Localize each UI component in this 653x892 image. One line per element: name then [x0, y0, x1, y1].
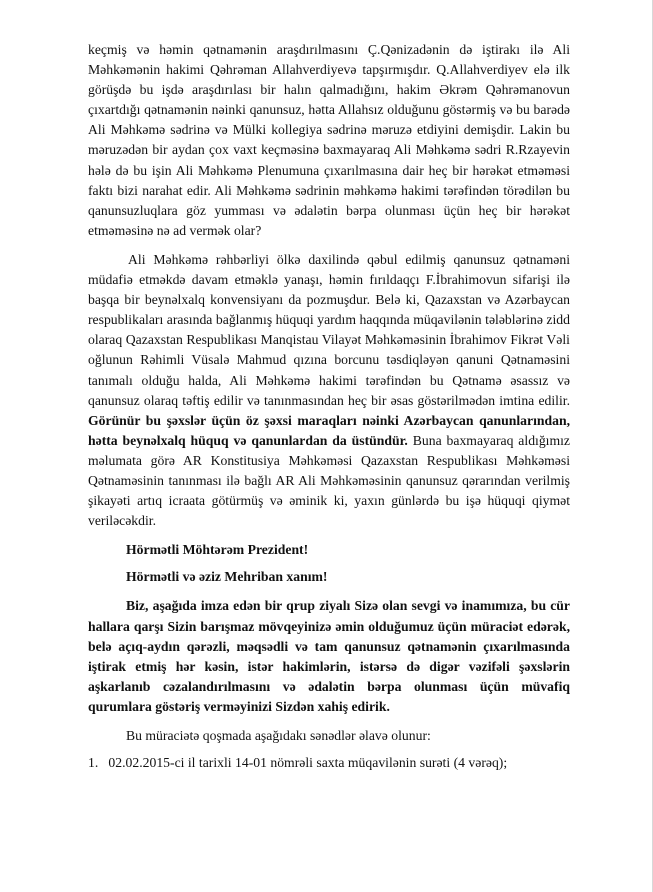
paragraph-1: keçmiş və həmin qətnamənin araşdırılmasını Ç.Qənizadənin də iştirakı ilə Ali Məhkəmənin hakimi Qəhrəman Allahverdiyevə tapşırmışdır. Q.Allahverdiyev elə ilk görüşdə bu işdə araşdırılası bir halın qalmadığını, hakim Əkrəm Qəhrəmanovun çıxartdığı qətnamənin nəinki qanunsuz, hətta Allahsız olduğunu göstərmiş və bu barədə Ali Məhkəmə sədrinə və Mülki kollegiya sədrinə məruzə etdiyini demişdir. Lakin bu məruzədən bir aydan çox vaxt keçməsinə baxmayaraq Ali Məhkəmə sədri R.Rzayevin hələ də bu işin Ali Məhkəmə Plenumuna çıxarılmasına dair heç bir hərəkət etməməsi faktı bizi narahat edir. Ali Məhkəmə sədrinin məhkəmə hakimi tərəfindən törədilən bu qanunsuzluqlara göz yumması və ədalətin bərpa olunması üçün heç bir hərəkət etməməsinə nə ad vermək olar? [88, 42, 570, 238]
greeting-president: Hörmətli Möhtərəm Prezident! [126, 542, 309, 558]
greeting-mehriban: Hörmətli və əziz Mehriban xanım! [126, 569, 328, 585]
attachment-list-item [88, 753, 570, 773]
list-item-number: 1. [88, 755, 99, 771]
list-item-text: 02.02.2015-ci il tarixli 14-01 nömrəli saxta müqavilənin surəti (4 vərəq); [108, 755, 508, 771]
paragraph-2-text: Ali Məhkəmə rəhbərliyi ölkə daxilində qəbul edilmiş qanunsuz qətnaməni müdafiə etməkdə davam etməklə yanaşı, həmin fırıldaqçı F.İbrahimovun sifarişi ilə başqa bir beynəlxalq konvensiyanı da pozmuşdur. Belə ki, Qazaxstan və Azərbaycan respublikaları arasında bağlanmış hüquqi yardım haqqında müqavilənin tələblərinə zidd olaraq Qazaxstan Respublikası Manqistau Vilayət Məhkəməsinin İbrahimov Fikrət Vəli oğlunun Rəhimli Vüsalə Mahmud qızına borcunu təsdiqləyən qanuni Qətnaməsini tanımalı olduğu halda, Ali Məhkəmə hakimi tərəfindən bu Qətnamə əsassız və qanunsuz olaraq təftiş edilir və tanınmasından heç bir əsas göstərilmədən imtina edilir. [88, 251, 570, 408]
paragraph-attachments-intro: Bu müraciətə qoşmada aşağıdakı sənədlər əlavə olunur: [126, 728, 431, 743]
paragraph-2 [88, 250, 570, 531]
paragraph-2-bold-statement: Görünür bu şəxslər üçün öz şəxsi maraqları nəinki Azərbaycan qanunlarından, hətta beynəlxalq hüquq və qanunlardan da üstündür. [88, 412, 570, 448]
paragraph-2-text-continued: Buna baxmayaraq aldığımız məlumata görə AR Konstitusiya Məhkəməsi Qazaxstan Respublikası Məhkəməsi Qətnaməsinin tanınması ilə bağlı AR Ali Məhkəməsinin qanunsuz qərarından verilmiş şikayəti artıq icraata götürmüş və əminik ki, yaxın günlərdə bu işə hüquqi qiymət veriləcəkdir. [88, 432, 571, 529]
paragraph-request: Biz, aşağıda imza edən bir qrup ziyalı Sizə olan sevgi və inamımıza, bu cür hallara qarşı Sizin barışmaz mövqeyinizə əmin olduğumuz üçün müraciət edərək, belə açıq-aydın qərəzli, məqsədli və tam qanunsuz qətnamənin çıxarılmasında iştirak etmiş hər kəsin, istər hakimlərin, istərsə də digər vəzifəli şəxslərin aşkarlanıb cəzalandırılmasını və ədalətin bərpa olunması üçün müvafiq qurumlara göstəriş verməyinizi Sizdən xahiş edirik. [88, 598, 570, 714]
document-body [88, 40, 570, 773]
